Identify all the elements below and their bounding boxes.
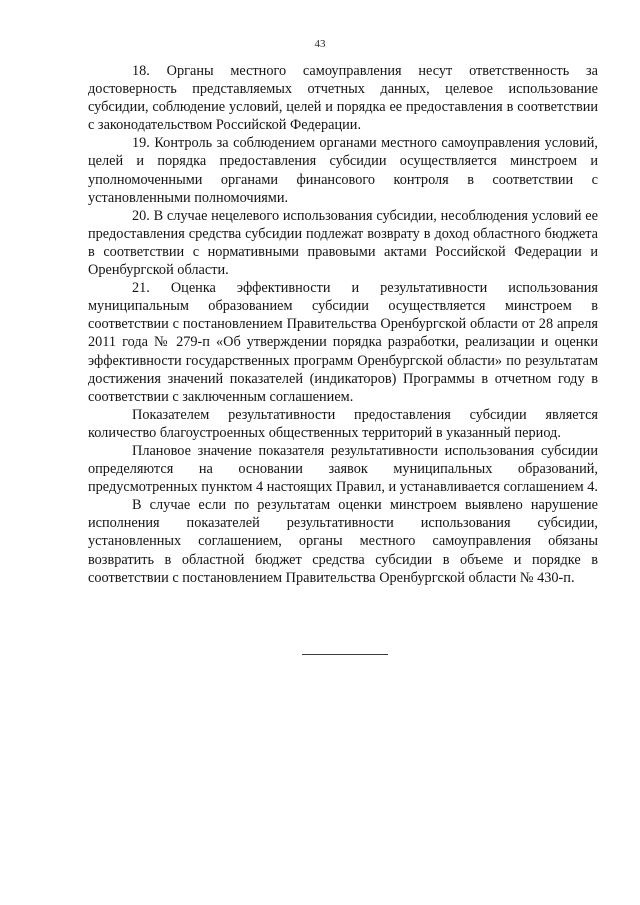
document-body	[88, 62, 598, 587]
paragraph-planned-value: Плановое значение показателя результативности использования субсидии определяются на основании заявок муниципальных образований, предусмотренных пунктом 4 настоящих Правил, и устанавливается соглашением 4.	[88, 442, 598, 496]
page-number: 43	[314, 38, 326, 50]
paragraph-21: 21. Оценка эффективности и результативности использования муниципальным образованием субсидии осуществляется минстроем в соответствии с постановлением Правительства Оренбургской области от 28 апреля 2011 года № 279-п «Об утверждении порядка разработки, реализации и оценки эффективности государственных программ Оренбургской области» по результатам достижения значений показателей (индикаторов) Программы в отчетном году в соответствии с заключенным соглашением.	[88, 280, 598, 405]
paragraph-18: 18. Органы местного самоуправления несут ответственность за достоверность представляемых отчетных данных, целевое использование субсидии, соблюдение условий, целей и порядка ее предоставления в соответствии с законодательством Российской Федерации.	[88, 63, 598, 134]
paragraph-indicator: Показателем результативности предоставления субсидии является количество благоустроенных общественных территорий в указанный период.	[88, 406, 598, 441]
paragraph-19: 19. Контроль за соблюдением органами местного самоуправления условий, целей и порядка предоставления субсидии осуществляется минстроем и уполномоченными органами финансового контроля в соответствии с установленными полномочиями.	[88, 135, 598, 206]
end-of-document-rule	[302, 654, 388, 655]
paragraph-violation: В случае если по результатам оценки минстроем выявлено нарушение исполнения показателей результативности использования субсидии, установленных соглашением, органы местного самоуправления обязаны возвратить в областной бюджет средства субсидии в объеме и порядке в соответствии с постановлением Правительства Оренбургской области № 430-п.	[88, 497, 598, 586]
paragraph-20: 20. В случае нецелевого использования субсидии, несоблюдения условий ее предоставления средства субсидии подлежат возврату в доход областного бюджета в соответствии с нормативными правовыми актами Российской Федерации и Оренбургской области.	[88, 207, 598, 279]
